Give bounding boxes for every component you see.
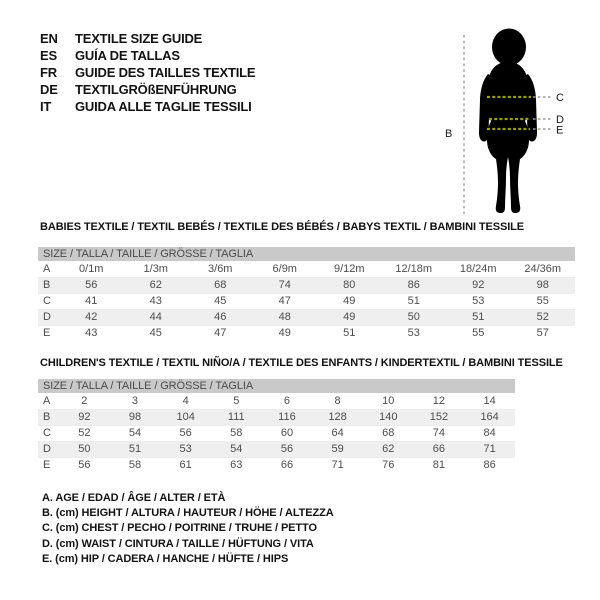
size-cell: 58 xyxy=(211,425,262,441)
language-title: GUÍA DE TALLAS xyxy=(75,48,180,63)
size-cell: 48 xyxy=(253,309,318,325)
size-cell: 41 xyxy=(59,293,124,309)
size-cell: 50 xyxy=(382,309,447,325)
size-cell: 43 xyxy=(124,293,189,309)
row-label: C xyxy=(38,293,59,309)
size-cell: 43 xyxy=(59,325,124,341)
language-code: EN xyxy=(40,31,58,46)
language-title: GUIDE DES TAILLES TEXTILE xyxy=(75,65,256,80)
size-cell: 46 xyxy=(188,309,253,325)
legend-item: D. (cm) WAIST / CINTURA / TAILLE / HÜFTUNG / VITA xyxy=(42,537,314,550)
size-cell: 51 xyxy=(110,441,161,457)
size-cell: 74 xyxy=(414,425,465,441)
language-title: TEXTILE SIZE GUIDE xyxy=(75,31,203,46)
size-cell: 42 xyxy=(59,309,124,325)
size-cell: 9/12m xyxy=(333,262,365,275)
language-code: DE xyxy=(40,82,58,97)
row-label: E xyxy=(38,457,59,473)
table-row xyxy=(38,441,515,457)
size-cell: 10 xyxy=(382,394,395,407)
size-cell: 56 xyxy=(59,457,110,473)
size-cell: 61 xyxy=(160,457,211,473)
size-cell: 18/24m xyxy=(459,262,497,275)
size-cell: 92 xyxy=(446,277,511,293)
size-cell: 57 xyxy=(511,325,576,341)
table-row xyxy=(38,293,575,309)
legend-item: B. (cm) HEIGHT / ALTURA / HAUTEUR / HÖHE / ALTEZZA xyxy=(42,507,334,520)
children-section-title: CHILDREN'S TEXTILE / TEXTIL NIÑO/A / TEXTILE DES ENFANTS / KINDERTEXTIL / BAMBINI TESSILE xyxy=(40,357,563,369)
language-code: FR xyxy=(40,65,57,80)
waist-label: D xyxy=(556,114,564,126)
size-cell: 24/36m xyxy=(524,262,562,275)
size-cell: 68 xyxy=(188,277,253,293)
size-cell: 81 xyxy=(414,457,465,473)
language-code: IT xyxy=(40,99,52,114)
language-title-list xyxy=(40,30,255,115)
size-cell: 54 xyxy=(211,441,262,457)
size-cell: 86 xyxy=(382,277,447,293)
size-cell: 74 xyxy=(253,277,318,293)
language-row xyxy=(40,64,255,81)
size-cell: 66 xyxy=(414,441,465,457)
size-cell: 12/18m xyxy=(395,262,433,275)
size-cell: 47 xyxy=(188,325,253,341)
size-cell: 49 xyxy=(317,309,382,325)
size-cell: 8 xyxy=(334,394,341,407)
size-cell: 3 xyxy=(131,394,139,407)
row-label: B xyxy=(38,277,59,293)
size-cell: 80 xyxy=(317,277,382,293)
size-cell: 44 xyxy=(124,309,189,325)
size-cell: 6 xyxy=(283,394,291,407)
row-label: A xyxy=(43,262,51,275)
size-cell: 45 xyxy=(124,325,189,341)
size-cell: 51 xyxy=(446,309,511,325)
row-label: D xyxy=(38,309,59,325)
size-cell: 49 xyxy=(317,293,382,309)
size-cell: 116 xyxy=(262,409,313,425)
size-cell: 84 xyxy=(464,425,515,441)
table-row xyxy=(38,309,575,325)
size-cell: 92 xyxy=(59,409,110,425)
size-cell: 62 xyxy=(124,277,189,293)
language-row xyxy=(40,30,255,47)
size-cell: 54 xyxy=(110,425,161,441)
babies-table xyxy=(38,247,575,341)
size-cell: 55 xyxy=(446,325,511,341)
size-cell: 66 xyxy=(262,457,313,473)
language-row xyxy=(40,98,255,115)
size-cell: 63 xyxy=(211,457,262,473)
size-cell: 58 xyxy=(110,457,161,473)
size-cell: 53 xyxy=(446,293,511,309)
chest-label: C xyxy=(556,92,564,104)
size-cell: 3/6m xyxy=(208,262,233,275)
legend-item: A. AGE / EDAD / ÂGE / ALTER / ETÀ xyxy=(42,492,226,504)
table-row xyxy=(38,425,515,441)
size-cell: 5 xyxy=(233,394,240,407)
size-cell: 1/3m xyxy=(143,262,168,275)
size-cell: 50 xyxy=(59,441,110,457)
row-label: D xyxy=(38,441,59,457)
table-row xyxy=(38,409,515,425)
size-cell: 56 xyxy=(262,441,313,457)
size-cell: 62 xyxy=(363,441,414,457)
language-row xyxy=(40,81,255,98)
legend-item: E. (cm) HIP / CADERA / HANCHE / HÜFTE / HIPS xyxy=(42,552,289,565)
size-cell: 0/1m xyxy=(79,262,104,275)
measurement-legend xyxy=(42,491,334,567)
height-label: B xyxy=(445,128,453,140)
size-cell: 86 xyxy=(464,457,515,473)
child-silhouette-icon xyxy=(438,22,596,224)
size-cell: 64 xyxy=(312,425,363,441)
child-silhouette xyxy=(479,29,537,214)
size-cell: 111 xyxy=(211,409,262,425)
size-cell: 60 xyxy=(262,425,313,441)
size-cell: 128 xyxy=(312,409,363,425)
babies-table-header: SIZE / TALLA / TAILLE / GRÖSSE / TAGLIA xyxy=(38,247,575,261)
size-cell: 56 xyxy=(160,425,211,441)
babies-section-title: BABIES TEXTILE / TEXTIL BEBÉS / TEXTILE DES BÉBÉS / BABYS TEXTIL / BAMBINI TESSILE xyxy=(40,221,525,233)
size-cell: 152 xyxy=(414,409,465,425)
row-label: B xyxy=(38,409,59,425)
table-row xyxy=(38,277,575,293)
hip-label: E xyxy=(556,124,564,137)
language-row xyxy=(40,47,255,64)
size-cell: 49 xyxy=(253,325,318,341)
language-title: GUIDA ALLE TAGLIE TESSILI xyxy=(75,99,252,114)
size-cell: 104 xyxy=(160,409,211,425)
size-cell: 52 xyxy=(511,309,576,325)
size-cell: 71 xyxy=(312,457,363,473)
size-cell: 53 xyxy=(382,325,447,341)
row-label: C xyxy=(38,425,59,441)
table-row xyxy=(38,457,515,473)
language-code: ES xyxy=(40,48,57,63)
size-cell: 12 xyxy=(432,394,446,407)
row-label: A xyxy=(43,394,51,407)
size-cell: 51 xyxy=(382,293,447,309)
size-cell: 56 xyxy=(59,277,124,293)
size-cell: 52 xyxy=(59,425,110,441)
size-cell: 59 xyxy=(312,441,363,457)
size-cell: 47 xyxy=(253,293,318,309)
size-cell: 55 xyxy=(511,293,576,309)
size-cell: 53 xyxy=(160,441,211,457)
row-label: E xyxy=(38,325,59,341)
size-cell: 51 xyxy=(317,325,382,341)
language-title: TEXTILGRÖßENFÜHRUNG xyxy=(75,82,237,97)
size-cell: 71 xyxy=(464,441,515,457)
size-cell: 76 xyxy=(363,457,414,473)
size-cell: 14 xyxy=(483,394,496,407)
size-cell: 68 xyxy=(363,425,414,441)
children-table-header: SIZE / TALLA / TAILLE / GRÖSSE / TAGLIA xyxy=(38,379,515,393)
size-cell: 2 xyxy=(81,394,88,407)
size-cell: 140 xyxy=(363,409,414,425)
size-cell: 98 xyxy=(110,409,161,425)
measurement-figure xyxy=(438,22,596,224)
size-cell: 4 xyxy=(182,394,189,407)
size-cell: 6/9m xyxy=(272,262,297,275)
children-table xyxy=(38,379,515,473)
table-row xyxy=(38,261,575,277)
size-cell: 164 xyxy=(464,409,515,425)
size-cell: 45 xyxy=(188,293,253,309)
table-row xyxy=(38,393,515,409)
size-cell: 98 xyxy=(511,277,576,293)
legend-item: C. (cm) CHEST / PECHO / POITRINE / TRUHE / PETTO xyxy=(42,522,317,535)
table-row xyxy=(38,325,575,341)
